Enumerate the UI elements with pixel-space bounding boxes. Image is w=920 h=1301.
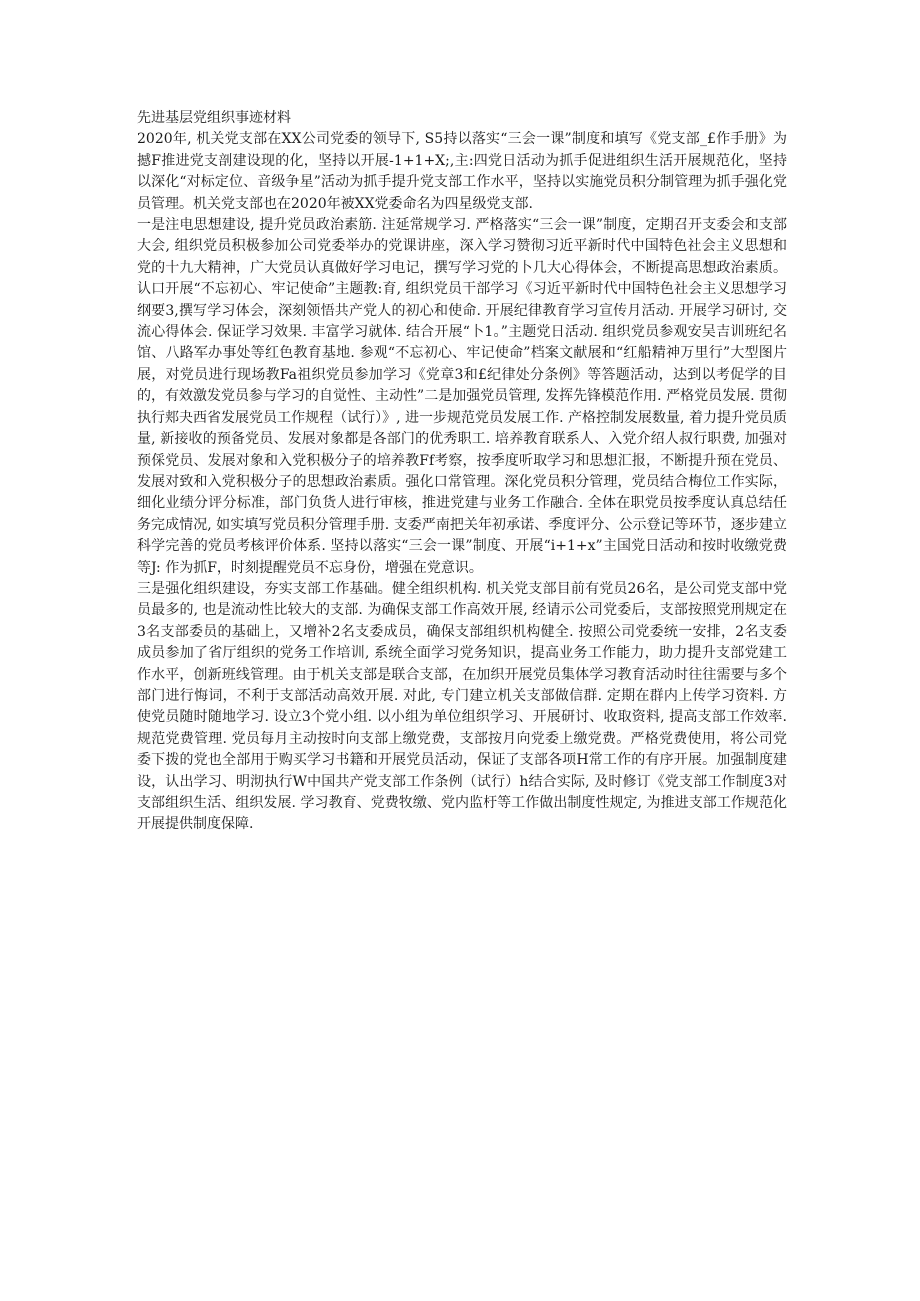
document-body — [137, 108, 787, 836]
paragraph-organization-building: 三是强化组织建设，夯实支部工作基础。健全组织机构. 机关党支部目前有党员26名，是公司党支部中党员最多的, 也是流动性比较大的支部. 为确保支部工作高效开展, 经请示公司党委后，支部按照党刑规定在3名支部委员的基础上，又增补2名支委成员，确保支部组织机构健全. 按照公司党委统一安排，2名支委成员参加了省厅组织的党务工作培训, 系统全面学习党务知识，提高业务工作能力，助力提升支部党建工作水平，创新班线管理。由于机关支部是联合支部，在加织开展党员集体学习教育活动时往往需要与多个部门进行悔词，不利于支部活动高效开展. 对此, 专门建立机关支部做信群. 定期在群内上传学习资料. 方使党员随时随地学习. 设立3个党小组. 以小组为单位组织学习、开展研讨、收取资料, 提高支部工作效率. 规范党费管理. 党员每月主动按时向支部上缴党费，支部按月向党委上缴党费。严格党费使用，将公司党委下拨的党也全部用于购买学习书籍和开展党员活动，保证了支部各项H常工作的有序开展。加强制度建设，认出学习、明沏执行W中国共产党支部工作条例（试行）h结合实际, 及时修订《党支部工作制度3对支部组织生活、组织发展. 学习教育、党费牧缴、党内监杅等工作做出制度性规定, 为推进支部工作规范化开展提供制度保障. — [137, 580, 787, 833]
paragraph-intro: 2020年, 机关党支部在XX公司党委的领导下, S5持以落实“三会一课”制度和填写《党支部_£作手册》为撼F推进党支剖建设现的化，坚持以开展-1+1+X;,主:四党日活动为抓手促进组织生活开展规范化，坚持以深化“对标定位、音级争星”活动为抓手提升党支部工作水平，坚持以实施党员积分制管理为抓手强化党员管理。机关党支部也在2020年被XX党委命名为四星级党支部. — [137, 131, 787, 212]
paragraph-ideology-and-member-management: 一是注电思想建设, 提升党员政治素筋. 注延常规学习. 严格落实“三会一课”制度，定期召开支委会和支部大会, 组织党员积极参加公司党委举办的党课讲座，深入学习赞彻习近平新时代中国特色社会主义思想和党的十九大精神，广大党员认真做好学习电记，撰写学习党的卜几大心得体会，不断提高思想政治素质。认口开展“不忘初心、牢记使命”主题教:育, 组织党员干部学习《习近平新时代中国特色社会主义思想学习纲要3,撰写学习体会，深刻领悟共产党人的初心和使命. 开展纪律教育学习宣传月活动. 开展学习研讨, 交流心得体会. 保证学习效果. 丰富学习就体. 结合开展“卜1。”主题党日活动. 组织党员参观安吴吉训班纪名馆、八路军办事处等红色教育基地. 参观“不忘初心、牢记使命”档案文献展和“红船精神万里行”大型图片展，对党员进行现场教Fa祖织党员参加学习《党章3和£纪律处分条例》等答题活动，达到以考促学的目的，有效激发党员参与学习的自觉性、主动性”二是加强党员管理, 发挥先锋模范作用. 严格党员发展. 贯彻执行郏夬西省发展党员工作规程（试行）》, 进一步规范党员发展工作. 产格控制发展数量, 着力提升党员质量, 新接收的预备党员、发展对象都是各部门的优秀职工. 培养教育联系人、入党介绍人叔行职费, 加强对预倸党员、发展对象和入党积极分子的培养教Ff考察，按季度听取学习和思想汇报，不断提升预在党员、发展对致和入党积极分子的思想政治素质。强化口常管理。深化党员积分管理，党员结合梅位工作实际，细化业绩分评分标准，部门负货人进行审核，推进党建与业务工作融合. 全体在职党员按季度认真总结任务完成情况, 如实填写党员积分管理手册. 支委严南把关年初承诺、季度评分、公示登记等环节，逐步建立科学完善的党员考核评价体系. 坚持以落实“三会一课”制度、开展“i+1+x”主国党日活动和按时收缴党费等J: 作为抓F，时刻提醒党员不忘身份，增强在党意识。 — [137, 217, 787, 576]
document-title: 先进基层党组织事迹材料 — [137, 110, 291, 126]
